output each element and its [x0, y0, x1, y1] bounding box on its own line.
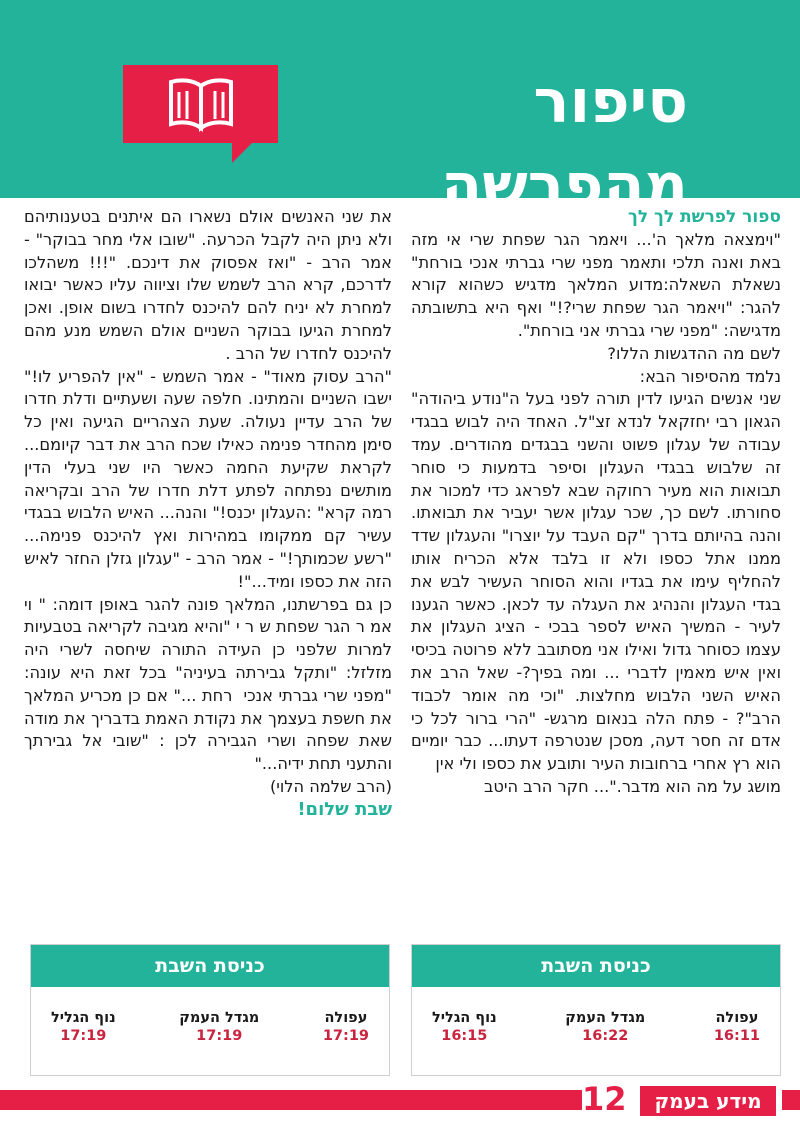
- shabbat-times-heading: כניסת השבת: [31, 945, 389, 987]
- article-text-left: את שני האנשים אולם נשארו הם איתנים בטענותיהם ולא ניתן היה לקבל הכרעה. "שובו אלי מחר בבוקר" - אמר הרב - "ואז אפסוק את דינכם. "!!! משהלכו לדרכם, קרא הרב לשמש שלו וציווה עליו כאשר יבואו למחרת לא יניח להם להיכנס לחדרו בשום אופן. ואכן למחרת הגיעו בבוקר השניים אולם השמש מנע מהם להיכנס לחדרו של הרב . "הרב עסוק מאוד" - אמר השמש - "אין להפריע לו!" ישבו השניים והמתינו. חלפה שעה ושעתיים ודלת חדרו של הרב עדיין נעולה. שעת הצהריים הגיעה ואין כל סימן מהחדר פנימה כאילו שכח הרב את דבר קיומם... לקראת שקיעת החמה כאשר היו שני בעלי הדין מותשים נפתחה לפתע דלת חדרו של הרב ובקריאה רמה קרא" :העגלון יכנס!" והנה... האיש הלבוש בבגדי עשיר קם ממקומו במהירות ואץ להיכנס פנימה... "רשע שכמותך!" - אמר הרב - "עגלון גזלן החזר לאיש הזה את כספו ומיד..."! כן גם בפרשתנו, המלאך פונה להגר באופן דומה: " וי אמ ר הגר שפחת ש ר י "והיא מגיבה לקריאה בטבעיות למרות שלפני כן העידה התורה שיחסה לשרי היה מזלזל: "ותקל גבירתה בעיניה" בכל זאת היא עונה: "מפני שרי גברתי אנכי רחת ..." אם כן מכריע המלאך את חשפת בעצמך את נקודת האמת בדבריך את מודה שאת שפחה ושרי הגבירה לכן : "שובי אל גבירתך והתעני תחת ידיה..." (הרב שלמה הלוי): [24, 207, 392, 796]
- speech-bubble: [123, 65, 278, 143]
- shabbat-times-box: [411, 944, 781, 1076]
- article-text-right: "וימצאה מלאך ה'... ויאמר הגר שפחת שרי אי מזה באת ואנה תלכי ותאמר מפני שרי גברתי אנכי בורחת" נשאלת השאלה:מדוע המלאך מדגיש כשהוא קורא להגר: "ויאמר הגר שפחת שרי?!" ואף היא בתשובתה מדגישה: "מפני שרי גברתי אני בורחת". לשם מה ההדגשות הללו? נלמד מהסיפור הבא: שני אנשים הגיעו לדין תורה לפני בעל ה"נודע ביהודה" הגאון רבי יחזקאל לנדא זצ"ל. האחד היה לבוש בבגדי עבודה של עגלון פשוט והשני בבגדים מהודרים. עמד זה שלבוש בבגדי העגלון וסיפר בדמעות כי סוחר תבואות הוא מעיר רחוקה שבא לפראג כדי למכור את סחורתו. לשם כך, שכר עגלון אשר יעביר את תבואתו. והנה בהיותם בדרך "קם העבד על יוצרו" והעגלון שדד ממנו אתל כספו ולא זו בלבד אלא הכריח אותו להחליף עימו את בגדיו והוא הסוחר העשיר לבש את בגדי העגלון והנהיג את העגלה עד לכאן. כאשר הגענו לעיר - המשיך האיש לספר בבכי - הציג העגלון את עצמו כסוחר גדול ואילו אני מסתובב ללא פרוטה בכיסי ואין איש מאמין לדברי ... ומה בפיך?- שאל הרב את האיש השני הלבוש מחלצות. "וכי מה אומר לכבוד הרב"? - פתח הלה בנאום מרגש- "הרי ברור לכל כי אדם זה חסר דעה, מסכן שנטרפה דעתו... כבר יומיים הוא רץ אחרי ברחובות העיר ותובע את כספו ולי אין מושג על מה הוא מדבר."... חקר הרב היטב: [411, 229, 781, 796]
- shabbat-times-list: [412, 987, 780, 1045]
- town-name: מגדל העמק: [565, 1010, 646, 1026]
- town-time: 16:15: [441, 1028, 488, 1044]
- town-entry: [51, 1009, 116, 1045]
- town-name: נוף הגליל: [51, 1010, 116, 1026]
- article-column-left: [24, 206, 392, 822]
- shabbat-times-list: [31, 987, 389, 1045]
- town-entry: [714, 1009, 760, 1045]
- open-book-icon: [165, 74, 237, 134]
- town-time: 17:19: [322, 1028, 369, 1044]
- article-column-right: [411, 206, 781, 799]
- town-time: 17:19: [60, 1028, 107, 1044]
- town-name: עפולה: [324, 1010, 368, 1026]
- section-heading: ספור לפרשת לך לך: [628, 207, 781, 227]
- town-entry: [323, 1009, 369, 1045]
- speech-bubble-tail: [232, 141, 254, 163]
- town-name: עפולה: [715, 1010, 759, 1026]
- town-time: 17:19: [196, 1028, 243, 1044]
- town-time: 16:11: [713, 1028, 760, 1044]
- town-time: 16:22: [582, 1028, 629, 1044]
- town-entry: [565, 1009, 645, 1045]
- town-entry: [432, 1009, 497, 1045]
- shabbat-times-heading: כניסת השבת: [412, 945, 780, 987]
- shabbat-times-box: [30, 944, 390, 1076]
- town-entry: [179, 1009, 259, 1045]
- brand-logo: מידע בעמק: [640, 1086, 776, 1116]
- page-title: סיפור מהפרשה: [441, 67, 688, 221]
- page-number: 12: [582, 1080, 627, 1118]
- closing-greeting: שבת שלום!: [297, 798, 392, 820]
- town-name: נוף הגליל: [432, 1010, 497, 1026]
- town-name: מגדל העמק: [179, 1010, 260, 1026]
